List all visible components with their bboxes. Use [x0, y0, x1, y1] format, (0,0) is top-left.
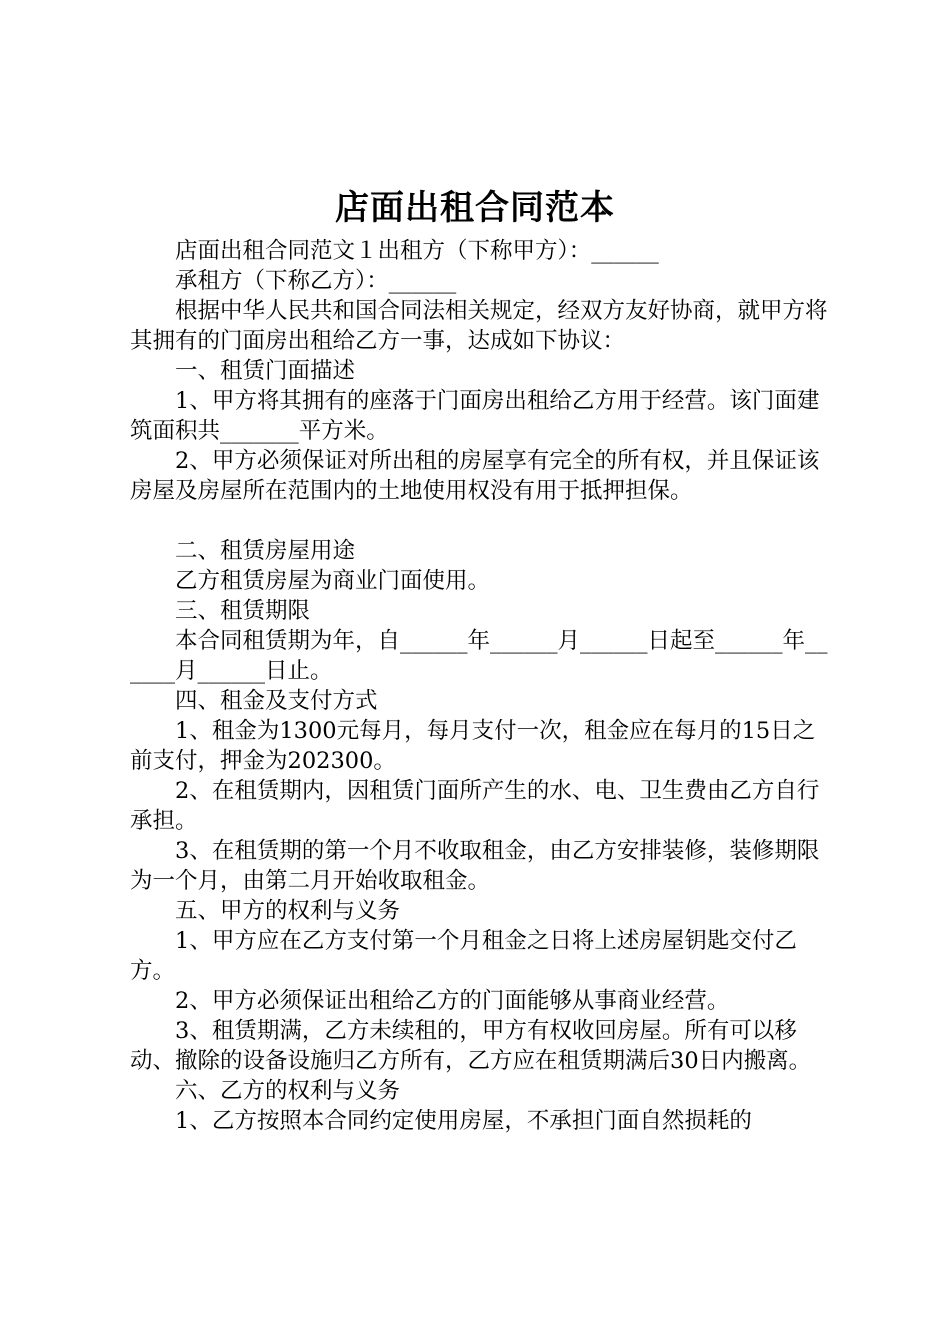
paragraph-preamble: 根据中华人民共和国合同法相关规定，经双方友好协商，就甲方将其拥有的门面房出租给乙方一事，达成如下协议：	[130, 298, 828, 354]
paragraph-6-1: 1、乙方按照本合同约定使用房屋，不承担门面自然损耗的	[175, 1108, 752, 1134]
paragraph-5-1: 1、甲方应在乙方支付第一个月租金之日将上述房屋钥匙交付乙方。	[130, 928, 797, 984]
document-body	[130, 236, 834, 1136]
paragraph-4-2: 2、在租赁期内，因租赁门面所产生的水、电、卫生费由乙方自行承担。	[130, 778, 820, 834]
paragraph-3-1: 本合同租赁期为年，自______年______月______日起至______年______月______日止。	[130, 628, 828, 684]
paragraph-1-2: 2、甲方必须保证对所出租的房屋享有完全的所有权，并且保证该房屋及房屋所在范围内的土地使用权没有用于抵押担保。	[130, 448, 820, 504]
section-heading-1: 一、租赁门面描述	[175, 358, 356, 384]
section-heading-6: 六、乙方的权利与义务	[175, 1078, 401, 1104]
paragraph-5-3: 3、租赁期满，乙方未续租的，甲方有权收回房屋。所有可以移动、撤除的设备设施归乙方所有，乙方应在租赁期满后30日内搬离。	[130, 1018, 812, 1074]
section-heading-5: 五、甲方的权利与义务	[175, 898, 401, 924]
paragraph-4-3: 3、在租赁期的第一个月不收取租金，由乙方安排装修，装修期限为一个月，由第二月开始收取租金。	[130, 838, 820, 894]
paragraph-5-2: 2、甲方必须保证出租给乙方的门面能够从事商业经营。	[175, 988, 730, 1014]
section-heading-2: 二、租赁房屋用途	[175, 538, 356, 564]
paragraph-lessee: 承租方（下称乙方）：______	[175, 268, 457, 294]
paragraph-2-1: 乙方租赁房屋为商业门面使用。	[175, 568, 491, 594]
section-heading-3: 三、租赁期限	[175, 598, 311, 624]
blank-line	[130, 506, 834, 536]
paragraph-intro-lessor: 店面出租合同范文１出租方（下称甲方）：______	[175, 238, 659, 264]
paragraph-4-1: 1、租金为1300元每月，每月支付一次，租金应在每月的15日之前支付，押金为202300。	[130, 718, 816, 774]
paragraph-1-1: 1、甲方将其拥有的座落于门面房出租给乙方用于经营。该门面建筑面积共_______平方米。	[130, 388, 820, 444]
document-title: 店面出租合同范本	[335, 188, 615, 228]
section-heading-4: 四、租金及支付方式	[175, 688, 378, 714]
